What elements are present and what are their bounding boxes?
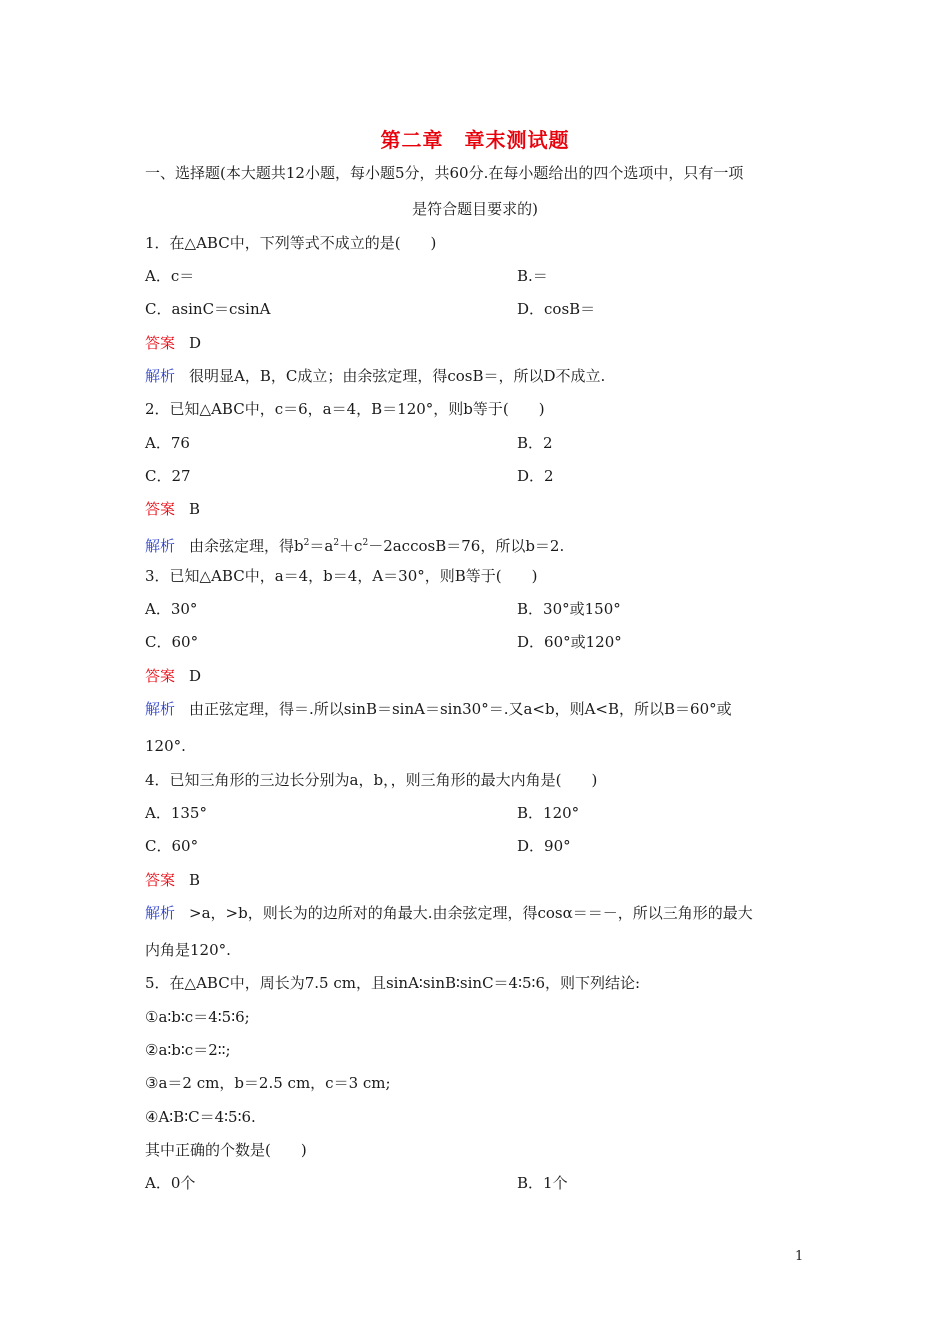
q5-question: 其中正确的个数是( ) xyxy=(145,1141,307,1159)
analysis-label: 解析 xyxy=(145,700,176,718)
q3-analysis-line2: 120°. xyxy=(145,737,186,755)
analysis-label: 解析 xyxy=(145,367,176,385)
q1-option-b: B.＝ xyxy=(517,267,548,285)
q5-option-b: B．1个 xyxy=(517,1174,568,1192)
q5-item-2: ②a∶b∶c＝2∶∶; xyxy=(145,1041,231,1059)
q5-item-4: ④A∶B∶C＝4∶5∶6. xyxy=(145,1108,256,1126)
q1-analysis xyxy=(145,366,605,386)
q2-option-d: D．2 xyxy=(517,467,554,485)
q3-stem: 3．已知△ABC中，a＝4，b＝4，A＝30°，则B等于( ) xyxy=(145,567,538,585)
q1-option-a: A．c＝ xyxy=(145,267,195,285)
q4-stem: 4．已知三角形的三边长分别为a，b，，则三角形的最大内角是( ) xyxy=(145,771,598,789)
q2-stem: 2．已知△ABC中，c＝6，a＝4，B＝120°，则b等于( ) xyxy=(145,400,545,418)
section-heading-line1: 一、选择题(本大题共12小题，每小题5分，共60分.在每小题给出的四个选项中，只有一项 xyxy=(145,164,744,182)
q2-sup-2: 2 xyxy=(333,538,340,548)
q1-analysis-text: 很明显A，B，C成立；由余弦定理，得cosB＝，所以D不成立. xyxy=(189,367,606,385)
q3-answer xyxy=(145,666,201,686)
q2-analysis xyxy=(145,533,564,556)
analysis-label: 解析 xyxy=(145,537,176,555)
q3-option-c: C．60° xyxy=(145,633,199,651)
q1-option-c: C．asinC＝csinA xyxy=(145,300,271,318)
answer-label: 答案 xyxy=(145,500,176,518)
q4-option-a: A．135° xyxy=(145,804,207,822)
q2-sup-3: 2 xyxy=(362,538,369,548)
q4-analysis-line2: 内角是120°. xyxy=(145,941,231,959)
q2-analysis-pre: 由余弦定理，得b xyxy=(189,537,304,555)
q1-answer xyxy=(145,333,201,353)
q2-analysis-mid1: ＝a xyxy=(309,537,334,555)
q4-option-c: C．60° xyxy=(145,837,199,855)
q4-option-d: D．90° xyxy=(517,837,571,855)
q5-item-3: ③a＝2 cm，b＝2.5 cm，c＝3 cm; xyxy=(145,1074,391,1092)
answer-label: 答案 xyxy=(145,871,176,889)
q4-answer xyxy=(145,870,200,890)
q2-option-a: A．76 xyxy=(145,434,190,452)
q3-analysis xyxy=(145,699,732,719)
q2-option-b: B．2 xyxy=(517,434,553,452)
answer-label: 答案 xyxy=(145,334,176,352)
q4-analysis-line1: >a，>b，则长为的边所对的角最大.由余弦定理，得cosα＝＝－，所以三角形的最大 xyxy=(189,904,753,922)
q2-answer xyxy=(145,499,200,519)
q3-option-d: D．60°或120° xyxy=(517,633,622,651)
q5-option-a: A．0个 xyxy=(145,1174,196,1192)
q4-answer-value: B xyxy=(189,871,201,889)
chapter-title: 第二章 章末测试题 xyxy=(380,128,570,152)
q2-analysis-post: －2accosB＝76，所以b＝2. xyxy=(368,537,565,555)
q4-option-b: B．120° xyxy=(517,804,580,822)
section-heading-line2: 是符合题目要求的) xyxy=(412,200,538,218)
q5-stem: 5．在△ABC中，周长为7.5 cm，且sinA∶sinB∶sinC＝4∶5∶6，则下列结论: xyxy=(145,974,641,992)
q2-analysis-mid2: ＋c xyxy=(339,537,363,555)
q2-answer-value: B xyxy=(189,500,201,518)
q2-sup-1: 2 xyxy=(303,538,310,548)
q3-answer-value: D xyxy=(189,667,202,685)
q5-item-1: ①a∶b∶c＝4∶5∶6; xyxy=(145,1008,250,1026)
q1-stem: 1．在△ABC中，下列等式不成立的是( ) xyxy=(145,234,437,252)
q1-option-d: D．cosB＝ xyxy=(517,300,596,318)
q3-analysis-line1: 由正弦定理，得＝.所以sinB＝sinA＝sin30°＝.又a<b，则A<B，所以B＝60°或 xyxy=(189,700,732,718)
q2-option-c: C．27 xyxy=(145,467,191,485)
q4-analysis xyxy=(145,903,753,923)
page-number: 1 xyxy=(795,1249,804,1264)
q1-answer-value: D xyxy=(189,334,202,352)
q3-option-a: A．30° xyxy=(145,600,198,618)
q3-option-b: B．30°或150° xyxy=(517,600,621,618)
answer-label: 答案 xyxy=(145,667,176,685)
analysis-label: 解析 xyxy=(145,904,176,922)
